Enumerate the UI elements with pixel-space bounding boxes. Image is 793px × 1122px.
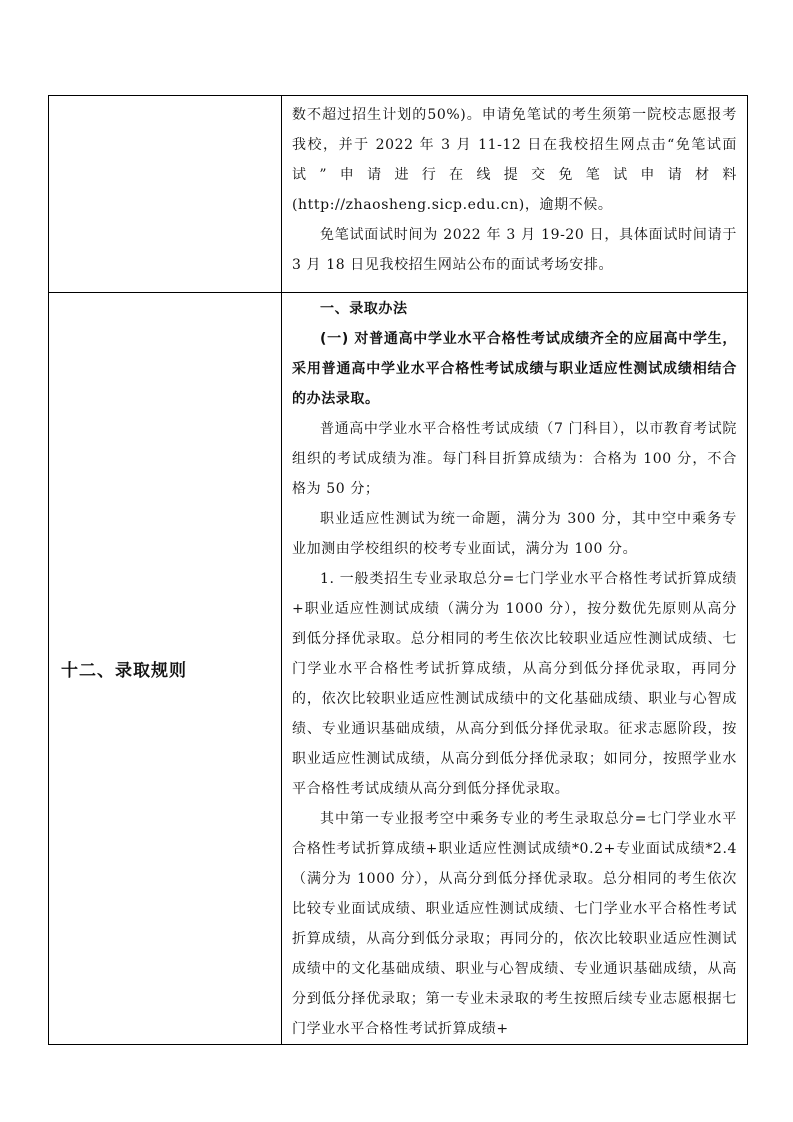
label-cell [49,293,282,1045]
admission-rules-table [48,95,748,1045]
table-row [49,293,748,1045]
content-cell [282,293,748,1045]
paragraph: 普通高中学业水平合格性考试成绩（7 门科目），以市教育考试院组织的考试成绩为准。每门科目折算成绩为：合格为 100 分，不合格为 50 分； [292,421,737,497]
sub-heading: (一) 对普通高中学业水平合格性考试成绩齐全的应届高中学生，采用普通高中学业水平合格性考试成绩与职业适应性测试成绩相结合的办法录取。 [292,331,737,407]
section-label: 十二、录取规则 [61,661,187,681]
paragraph: 免笔试面试时间为 2022 年 3 月 19-20 日，具体面试时间请于 3 月 18 日见我校招生网站公布的面试考场安排。 [292,227,737,273]
paragraph: 数不超过招生计划的50%)。申请免笔试的考生须第一院校志愿报考我校，并于 2022 年 3 月 11-12 日在我校招生网点击“免笔试面试”申请进行在线提交免笔试申请材料(http://zhaosheng.sicp.edu.cn)，逾期不候。 [292,107,737,213]
paragraph: 其中第一专业报考空中乘务专业的考生录取总分=七门学业水平合格性考试折算成绩+职业适应性测试成绩*0.2+专业面试成绩*2.4（满分为 1000 分），从高分到低分择优录取。总分相同的考生依次比较专业面试成绩、职业适应性测试成绩、七门学业水平合格性考试折算成绩，从高分到低分录取；再同分的，依次比较职业适应性测试成绩中的文化基础成绩、职业与心智成绩、专业通识基础成绩，从高分到低分择优录取；第一专业未录取的考生按照后续专业志愿根据七门学业水平合格性考试折算成绩+ [292,811,737,1037]
paragraph: 职业适应性测试为统一命题，满分为 300 分，其中空中乘务专业加测由学校组织的校考专业面试，满分为 100 分。 [292,511,737,557]
content-cell [282,96,748,293]
section-heading: 一、录取办法 [320,301,408,317]
paragraph: 1. 一般类招生专业录取总分=七门学业水平合格性考试折算成绩+职业适应性测试成绩（满分为 1000 分），按分数优先原则从高分到低分择优录取。总分相同的考生依次比较职业适应性测试成绩、七门学业水平合格性考试折算成绩，从高分到低分择优录取，再同分的，依次比较职业适应性测试成绩中的文化基础成绩、职业与心智成绩、专业通识基础成绩，从高分到低分择优录取。征求志愿阶段，按职业适应性测试成绩，从高分到低分择优录取；如同分，按照学业水平合格性考试成绩从高分到低分择优录取。 [292,571,737,797]
table-row [49,96,748,293]
label-cell-empty [49,96,282,293]
